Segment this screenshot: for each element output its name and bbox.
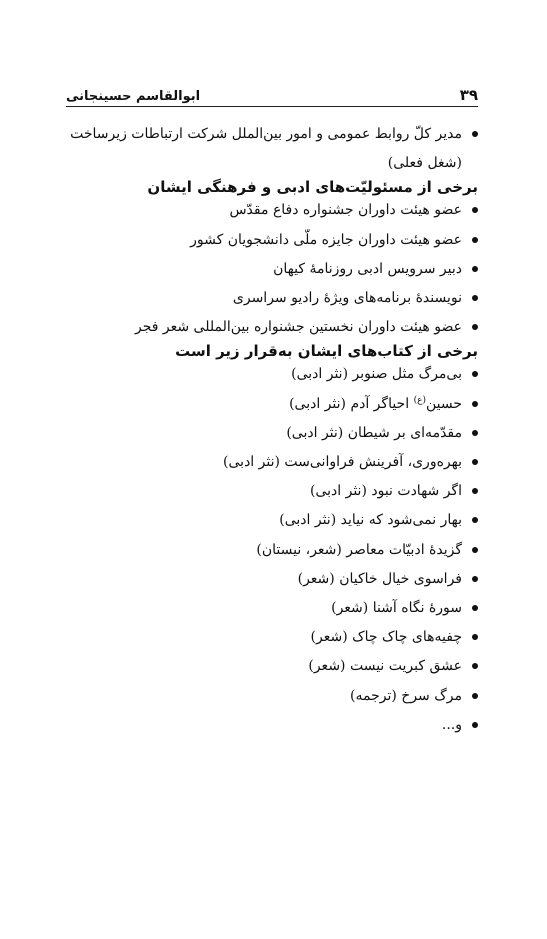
list-item: مرگ سرخ (ترجمه) (66, 682, 478, 711)
list-item: سورهٔ نگاه آشنا (شعر) (66, 594, 478, 623)
list-item: بی‌مرگ مثل صنوبر (نثر ادبی) (66, 360, 478, 389)
list-item-line: (شغل فعلی) (387, 155, 462, 172)
list-item: عضو هیئت داوران جشنواره دفاع مقدّس (66, 196, 478, 225)
positions-list (66, 120, 478, 178)
list-item: بهار نمی‌شود که نیاید (نثر ادبی) (66, 506, 478, 535)
books-list (66, 360, 478, 740)
list-item: عشق کبریت نیست (شعر) (66, 652, 478, 681)
cultural-responsibilities-heading: برخی از مسئولیّت‌های ادبی و فرهنگی ایشان (147, 178, 478, 197)
list-item: اگر شهادت نبود (نثر ادبی) (66, 477, 478, 506)
honorific-superscript: (ع) (413, 394, 426, 405)
list-item: دبیر سرویس ادبی روزنامهٔ کیهان (66, 255, 478, 284)
list-item: بهره‌وری، آفرینش فراوانی‌ست (نثر ادبی) (66, 448, 478, 477)
list-item: مقدّمه‌ای بر شیطان (نثر ادبی) (66, 419, 478, 448)
list-item: عضو هیئت داوران نخستین جشنواره بین‌المللی شعر فجر (66, 313, 478, 342)
list-item (66, 390, 478, 419)
list-item: و... (66, 711, 478, 740)
list-item: نویسندهٔ برنامه‌های ویژهٔ رادیو سراسری (66, 284, 478, 313)
list-item: چفیه‌های چاک چاک (شعر) (66, 623, 478, 652)
list-item: فراسوی خیال خاکیان (شعر) (66, 565, 478, 594)
book-title-part: احیاگر آدم (نثر ادبی) (289, 395, 414, 412)
books-heading: برخی از کتاب‌های ایشان به‌قرار زیر است (175, 342, 478, 361)
cultural-responsibilities-list (66, 196, 478, 342)
page-number: ۳۹ (459, 86, 478, 104)
list-item: گزیدهٔ ادبیّات معاصر (شعر، نیستان) (66, 536, 478, 565)
list-item (66, 120, 478, 178)
list-item-line: مدیر کلّ روابط عمومی و امور بین‌الملل شرکت ارتباطات زیرساخت (70, 126, 462, 142)
book-title-part: حسین (425, 395, 462, 412)
list-item: عضو هیئت داوران جایزه ملّی دانشجویان کشور (66, 226, 478, 255)
page-body (66, 120, 478, 740)
author-name: ابوالقاسم حسینجانی (66, 89, 201, 104)
running-header (66, 82, 478, 107)
